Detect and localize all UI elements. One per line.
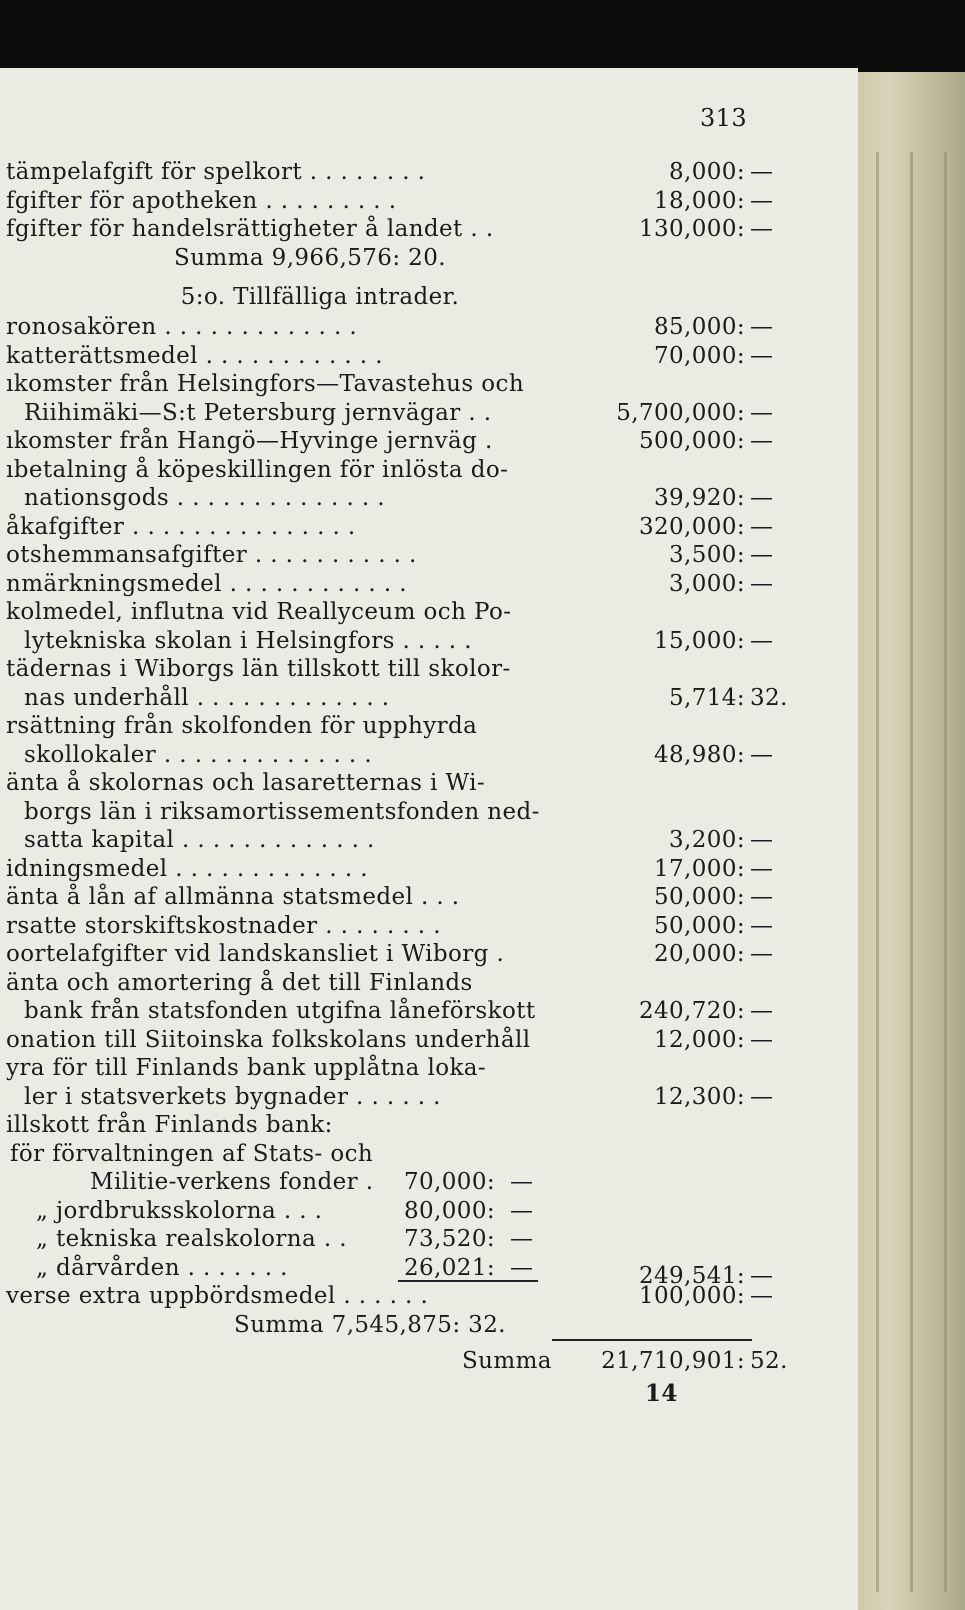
row-amount: 18,000:: [653, 187, 745, 214]
row-amount: 50,000:: [653, 884, 745, 911]
row-decimal: —: [750, 1283, 774, 1310]
row-decimal: —: [750, 399, 774, 426]
row-label: borgs län i riksamortissementsfonden ned-: [24, 798, 540, 825]
row-amount: 8,000:: [669, 159, 745, 185]
row-label: otshemmansafgifter . . . . . . . . . . .: [6, 542, 417, 569]
tillskott-item-decimal: —: [510, 1197, 534, 1224]
tillskott-item-label: Militie-verkens fonder .: [90, 1169, 374, 1196]
row-amount: 500,000:: [638, 428, 745, 455]
row-decimal: —: [750, 1026, 774, 1053]
row-label: nationsgods . . . . . . . . . . . . . .: [24, 485, 385, 512]
row-label: tädernas i Wiborgs län tillskott till skolor-: [6, 656, 511, 683]
grand-total-rule: [552, 1339, 752, 1341]
row-label: verse extra uppbördsmedel . . . . . .: [6, 1283, 429, 1310]
row-label: fgifter för apotheken . . . . . . . . .: [6, 187, 397, 214]
tillskott-total-amount: 249,541:: [638, 1262, 745, 1289]
subtotal-summa: Summa 7,545,875: 32.: [234, 1311, 506, 1338]
row-decimal: 32.: [750, 684, 788, 711]
row-label: änta och amortering å det till Finlands: [6, 969, 473, 996]
row-label: rsatte storskiftskostnader . . . . . . . .: [6, 912, 441, 939]
row-decimal: —: [750, 570, 774, 597]
row-label: idningsmedel . . . . . . . . . . . . .: [6, 855, 368, 882]
row-label: tämpelafgift för spelkort . . . . . . . .: [6, 159, 426, 185]
row-decimal: —: [750, 485, 774, 512]
row-label: fgifter för handelsrättigheter å landet . .: [6, 216, 494, 242]
row-amount: 85,000:: [653, 314, 745, 341]
grand-total-amount: 21,710,901:: [601, 1348, 745, 1375]
row-amount: 48,980:: [653, 741, 745, 768]
row-amount: 5,700,000:: [616, 399, 745, 426]
tillskott-lead: för förvaltningen af Stats- och: [10, 1140, 374, 1167]
row-label: änta å lån af allmänna statsmedel . . .: [6, 884, 460, 911]
tillskott-item-decimal: —: [510, 1226, 534, 1253]
row-label: oortelafgifter vid landskansliet i Wiborg .: [6, 941, 505, 968]
row-label: Riihimäki—S:t Petersburg jernvägar . .: [24, 399, 492, 426]
row-label: ronosakören . . . . . . . . . . . . .: [6, 314, 358, 341]
row-label: ıkomster från Hangö—Hyvinge jernväg .: [6, 428, 493, 455]
row-label: katterättsmedel . . . . . . . . . . . .: [6, 342, 383, 369]
row-decimal: —: [750, 428, 774, 455]
tillskott-item-amount: 26,021:: [403, 1254, 495, 1281]
tillskott-total-decimal: —: [750, 1262, 774, 1289]
row-amount: 12,000:: [653, 1026, 745, 1053]
row-label: lytekniska skolan i Helsingfors . . . . .: [24, 627, 472, 654]
row-decimal: —: [750, 1083, 774, 1110]
row-amount: 240,720:: [638, 998, 745, 1025]
row-decimal: —: [750, 314, 774, 341]
page-number: 313: [700, 104, 748, 132]
row-decimal: —: [750, 342, 774, 369]
row-amount: 100,000:: [638, 1283, 745, 1310]
row-label: ler i statsverkets bygnader . . . . . .: [24, 1083, 441, 1110]
row-decimal: —: [750, 912, 774, 939]
row-decimal: —: [750, 998, 774, 1025]
row-decimal: —: [750, 741, 774, 768]
row-decimal: —: [750, 216, 774, 242]
tillskott-item-decimal: —: [510, 1254, 534, 1281]
row-label: ıkomster från Helsingfors—Tavastehus och: [6, 371, 525, 398]
row-decimal: —: [750, 513, 774, 540]
row-label: rsättning från skolfonden för upphyrda: [6, 713, 478, 740]
row-amount: 17,000:: [653, 855, 745, 882]
row-label: skollokaler . . . . . . . . . . . . . .: [24, 741, 373, 768]
tillskott-item-amount: 70,000:: [403, 1169, 495, 1196]
row-amount: 50,000:: [653, 912, 745, 939]
row-label: satta kapital . . . . . . . . . . . . .: [24, 827, 375, 854]
row-amount: 70,000:: [653, 342, 745, 369]
row-decimal: —: [750, 884, 774, 911]
row-amount: 3,000:: [669, 570, 745, 597]
row-decimal: —: [750, 187, 774, 214]
row-decimal: —: [750, 627, 774, 654]
row-amount: 15,000:: [653, 627, 745, 654]
tillskott-item-amount: 80,000:: [403, 1197, 495, 1224]
row-label: bank från statsfonden utgifna låneförskott: [24, 998, 536, 1025]
signature-mark: 14: [645, 1379, 678, 1407]
row-label: onation till Siitoinska folkskolans underhåll: [6, 1026, 531, 1053]
row-decimal: —: [750, 542, 774, 569]
tillskott-heading: illskott från Finlands bank:: [6, 1112, 333, 1139]
subtotal-summa: Summa 9,966,576: 20.: [174, 244, 446, 271]
row-decimal: —: [750, 159, 774, 185]
grand-total-label: Summa: [462, 1348, 552, 1375]
tillskott-item-decimal: —: [510, 1169, 534, 1196]
row-label: änta å skolornas och lasaretternas i Wi-: [6, 770, 486, 797]
row-amount: 130,000:: [638, 216, 745, 242]
book-spine: [858, 72, 965, 1610]
grand-total-decimal: 52.: [750, 1348, 788, 1375]
row-amount: 3,500:: [669, 542, 745, 569]
tillskott-item-amount: 73,520:: [403, 1226, 495, 1253]
row-amount: 20,000:: [653, 941, 745, 968]
row-label: nas underhåll . . . . . . . . . . . . .: [24, 684, 390, 711]
tillskott-item-label: „ tekniska realskolorna . .: [36, 1226, 347, 1253]
row-label: nmärkningsmedel . . . . . . . . . . . .: [6, 570, 407, 597]
section-heading: 5:o. Tillfälliga intrader.: [180, 284, 460, 311]
row-label: åkafgifter . . . . . . . . . . . . . . .: [6, 513, 356, 540]
tillskott-item-label: „ dårvården . . . . . . .: [36, 1254, 288, 1281]
row-amount: 320,000:: [638, 513, 745, 540]
row-amount: 3,200:: [669, 827, 745, 854]
row-amount: 12,300:: [653, 1083, 745, 1110]
row-decimal: —: [750, 941, 774, 968]
row-amount: 5,714:: [669, 684, 745, 711]
row-label: yra för till Finlands bank upplåtna loka-: [6, 1055, 487, 1082]
row-amount: 39,920:: [653, 485, 745, 512]
row-decimal: —: [750, 855, 774, 882]
row-label: ıbetalning å köpeskillingen för inlösta do-: [6, 456, 509, 483]
row-decimal: —: [750, 827, 774, 854]
tillskott-item-label: „ jordbruksskolorna . . .: [36, 1197, 323, 1224]
row-label: kolmedel, influtna vid Reallyceum och Po-: [6, 599, 512, 626]
